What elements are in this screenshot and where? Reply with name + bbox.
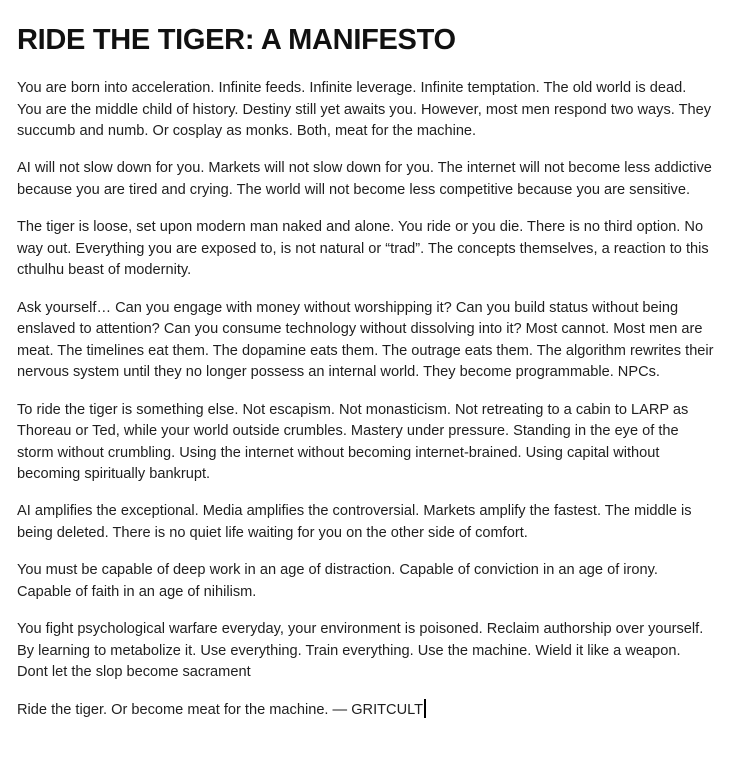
paragraph: AI will not slow down for you. Markets will not slow down for you. The internet will not become less addictive because you are tired and crying. The world will not become less competitive because you are sensitive. — [17, 160, 712, 198]
paragraph: You fight psychological warfare everyday, your environment is poisoned. Reclaim authorship over yourself. By learning to metabolize it. Use everything. Train everything. Use the machine. Wield it like a weapon. Dont let the slop become sacrament — [17, 621, 704, 681]
document-title: RIDE THE TIGER: A MANIFESTO — [17, 24, 456, 56]
paragraph: You are born into acceleration. Infinite feeds. Infinite leverage. Infinite temptation. The old world is dead. You are the middle child of history. Destiny still yet awaits you. However, most men respond two ways. They succumb and numb. Or cosplay as monks. Both, meat for the machine. — [17, 80, 712, 140]
paragraph: You must be capable of deep work in an age of distraction. Capable of conviction in an age of irony. Capable of faith in an age of nihilism. — [17, 562, 658, 600]
paragraph: To ride the tiger is something else. Not escapism. Not monasticism. Not retreating to a cabin to LARP as Thoreau or Ted, while your world outside crumbles. Mastery under pressure. Standing in the eye of the storm without crumbling. Using the internet without becoming internet-brained. Using capital without becoming spiritually bankrupt. — [17, 401, 689, 483]
paragraph: AI amplifies the exceptional. Media amplifies the controversial. Markets amplify the fastest. The middle is being deleted. There is no quiet life waiting for you on the other side of comfort. — [17, 503, 692, 542]
paragraph: The tiger is loose, set upon modern man naked and alone. You ride or you die. There is no third option. No way out. Everything you are exposed to, is not natural or “trad”. The concepts themselves, a reaction to this cthulhu beast of modernity. — [17, 219, 709, 279]
paragraph: Ask yourself… Can you engage with money without worshipping it? Can you build status without being enslaved to attention? Can you consume technology without dissolving into it? Most cannot. Most men are meat. The timelines eat them. The dopamine eats them. The outrage eats them. The algorithm rewrites their nervous system until they no longer possess an internal world. They become programmable. NPCs. — [17, 299, 714, 381]
closing-line — [17, 699, 714, 722]
text-cursor — [424, 699, 426, 718]
closing-text: Ride the tiger. Or become meat for the machine. — GRITCULT — [17, 702, 424, 719]
